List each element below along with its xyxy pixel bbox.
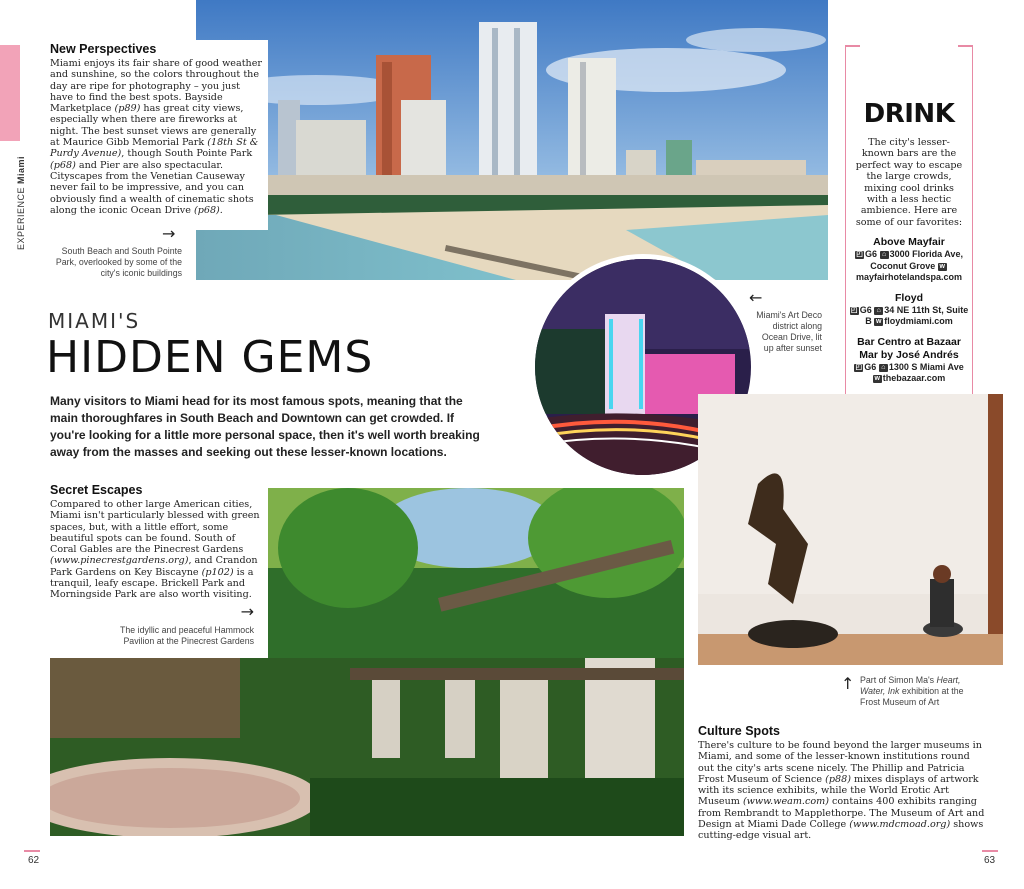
- drink-venue: Bar Centro at Bazaar Mar by José Andrés ◰ G6 ⌂ 1300 S Miami Ave w thebazaar.com: [846, 336, 972, 385]
- title-kicker: MIAMI'S: [48, 309, 141, 333]
- page-number-right: 63: [984, 855, 996, 866]
- drink-venue: Floyd ◰ G6 ⌂ 34 NE 11th St, Suite B w floydmiami.com: [846, 292, 972, 328]
- culture-spots-body: There's culture to be found beyond the larger museums in Miami, and some of the lesser-known institutions round out the city's arts scene nicely. The Phillip and Patricia Frost Museum of Science (p88) mixes displays of artwork with its science exhibits, while the World Erotic Art Museum (www.weam.com) contains 400 exhibits ranging from Rembrandt to Mapplethorpe. The Museum of Art and Design at Miami Dade College (www.mdcmoad.org) shows cutting-edge visual art.: [698, 740, 985, 842]
- culture-spots-heading: Culture Spots: [698, 724, 780, 738]
- section-label: [16, 156, 26, 250]
- page-title: HIDDEN GEMS: [46, 332, 374, 383]
- secret-escapes-block: [44, 480, 268, 658]
- section-color-tab: [0, 45, 20, 141]
- section-name: EXPERIENCE: [16, 186, 26, 250]
- venue-name: Bar Centro at Bazaar Mar by José Andrés: [857, 335, 961, 361]
- grid-ref-icon: ◰: [850, 306, 858, 314]
- new-perspectives-body: Miami enjoys its fair share of good weather and sunshine, so the colors throughout the day are ripe for photography – you just have to find the best spots. Bayside Marketplace (p89) has great city views, especially when there are fireworks at night. The best sunset views are generally at Maurice Gibb Memorial Park (18th St & Purdy Avenue), though South Pointe Park (p68) and Pier are also spectacular. Cityscapes from the Venetian Causeway never fail to be impressive, and you can obviously find a wealth of cinematic shots along the iconic Ocean Drive (p68).: [50, 58, 262, 216]
- right-arrow-icon: →: [240, 602, 254, 621]
- drink-intro: The city's lesser-known bars are the perfect way to escape the large crowds, mixing cool drinks with a less hectic ambience. Here are some of our favorites:: [855, 137, 963, 228]
- venue-name: Above Mayfair: [873, 236, 945, 249]
- address-icon: ⌂: [880, 251, 889, 259]
- website-icon: w: [874, 375, 880, 383]
- new-perspectives-heading: New Perspectives: [50, 42, 157, 56]
- left-arrow-icon: ←: [749, 288, 763, 307]
- up-arrow-icon: ↑: [841, 674, 855, 693]
- grid-ref-icon: ◰: [855, 363, 863, 371]
- drink-title: DRINK: [863, 99, 955, 129]
- venue-website[interactable]: mayfairhotelandspa.com: [855, 272, 963, 283]
- hammock-caption: The idyllic and peaceful Hammock Pavilion at the Pinecrest Gardens: [120, 625, 254, 646]
- venue-website[interactable]: floydmiami.com: [884, 316, 953, 327]
- culture-spots-block: [698, 724, 988, 842]
- new-perspectives-block: [44, 40, 268, 230]
- art-deco-caption: Miami's Art Deco district along Ocean Drive, lit up after sunset: [756, 310, 822, 353]
- secret-escapes-heading: Secret Escapes: [50, 483, 143, 497]
- grid-ref-icon: ◰: [856, 251, 863, 259]
- page-rule-right: [982, 850, 998, 852]
- frost-caption: Part of Simon Ma's Heart, Water, Ink exhibition at the Frost Museum of Art: [860, 675, 964, 707]
- website-icon: w: [876, 318, 882, 326]
- south-beach-caption: South Beach and South Pointe Park, overlooked by some of the city's iconic buildings: [55, 246, 182, 278]
- venue-website[interactable]: thebazaar.com: [882, 373, 946, 384]
- website-icon: w: [939, 262, 945, 270]
- address-icon: ⌂: [879, 364, 888, 372]
- page-rule-left: [24, 850, 40, 852]
- right-arrow-icon: →: [162, 224, 176, 243]
- page-number-left: 62: [28, 855, 40, 866]
- south-beach-photo: [196, 0, 828, 280]
- address-icon: ⌂: [874, 307, 883, 315]
- frost-museum-photo: [698, 394, 1003, 665]
- drink-venue: Above Mayfair ◰ G6 ⌂ 3000 Florida Ave, Coconut Grove wmayfairhotelandspa.com: [846, 236, 972, 284]
- section-place: Miami: [16, 155, 26, 184]
- venue-name: Floyd: [895, 291, 923, 304]
- pinecrest-gardens-photo: [268, 488, 684, 660]
- intro-paragraph: Many visitors to Miami head for its most famous spots, meaning that the main thoroughfares in South Beach and Downtown can get crowded. If you're looking for a little more personal space, then it's well worth breaking away from the masses and seeking out these lesser-known locations.: [50, 394, 480, 459]
- secret-escapes-body: Compared to other large American cities, Miami isn't particularly blessed with green spaces, but, with a little effort, some beautiful spots can be found. South of Coral Gables are the Pinecrest Gardens (www.pinecrestgardens.org), and Crandon Park Gardens on Key Biscayne (p102) is a tranquil, leafy escape. Brickell Park and Morningside Park are also worth visiting.: [50, 499, 260, 601]
- pinecrest-gardens-photo-lower: [50, 658, 684, 836]
